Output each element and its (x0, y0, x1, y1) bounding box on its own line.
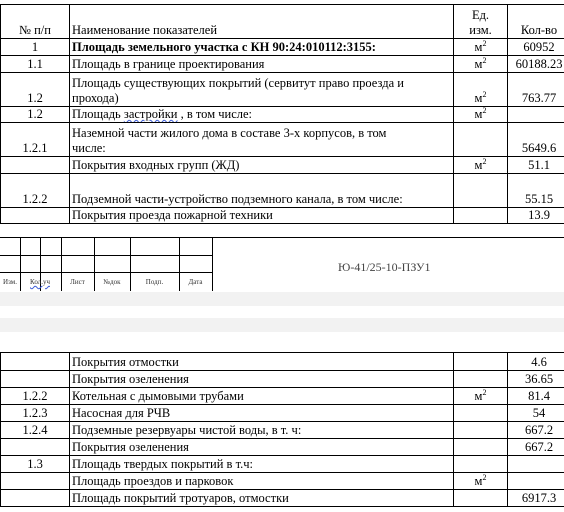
table-row: 1.2 Площадь застройки , в том числе: $м^2$ (1, 107, 564, 123)
stamp-label: Изм. (3, 278, 17, 286)
table-row: Покрытия входных групп (ЖД) $м^2$ 51.1 (1, 157, 564, 174)
stamp-label: Дата (188, 278, 203, 286)
table-row: 1.1 Площадь в границе проектирования $м^2$ 60188.23 (1, 56, 564, 73)
table-row: Покрытия озеленения 667.2 (1, 439, 564, 456)
document-code: Ю-41/25-10-ПЗУ1 (338, 260, 431, 274)
title-block-stamp (0, 237, 564, 291)
stamp-label: Кол.уч (30, 278, 50, 286)
table-row: 1.2.1 Наземной части жилого дома в составе 3-х корпусов, в том числе: 5649.6 (1, 123, 564, 157)
page-gap (0, 292, 564, 306)
table-row: Покрытия озеленения 36.65 (1, 371, 564, 388)
page-gap (0, 318, 564, 332)
table-row: 1 Площадь земельного участка с КН 90:24:010112:3155: $м^2$ 60952 (1, 39, 564, 56)
table-row: 1.2.2 Подземной части-устройство подземного канала, в том числе: 55.15 (1, 174, 564, 208)
page-gap (0, 306, 564, 318)
stamp-label: Подп. (145, 278, 164, 286)
stamp-label: Лист (70, 278, 85, 286)
indicators-table-bottom (0, 352, 564, 507)
stamp-rule (0, 255, 212, 256)
header-name: Наименование показателей (70, 5, 454, 39)
table-header-row (1, 5, 564, 39)
table-row: Покрытия отмостки 4.6 (1, 353, 564, 371)
table-row: Покрытия проезда пожарной техники 13.9 (1, 208, 564, 224)
header-num: № п/п (1, 5, 70, 39)
table-row: 1.2.4 Подземные резервуары чистой воды, в т. ч: 667.2 (1, 422, 564, 439)
table-row: 1.2 Площадь существующих покрытий (сервитут право проезда и прохода) $м^2$ 763.77 (1, 73, 564, 107)
stamp-rule (0, 272, 212, 273)
table-row: Площадь проездов и парковок $м^2$ (1, 473, 564, 490)
table-row: 1.3 Площадь твердых покрытий в т.ч: (1, 456, 564, 473)
stamp-label: №док (103, 278, 121, 286)
indicators-table-top (0, 4, 564, 224)
table-row: Площадь покрытий тротуаров, отмостки 6917.3 (1, 490, 564, 507)
header-qty: Кол-во (508, 5, 564, 39)
table-row: 1.2.2 Котельная с дымовыми трубами $м^2$ 81.4 (1, 388, 564, 405)
header-unit: Ед. изм. (454, 5, 508, 39)
table-row: 1.2.3 Насосная для РЧВ 54 (1, 405, 564, 422)
